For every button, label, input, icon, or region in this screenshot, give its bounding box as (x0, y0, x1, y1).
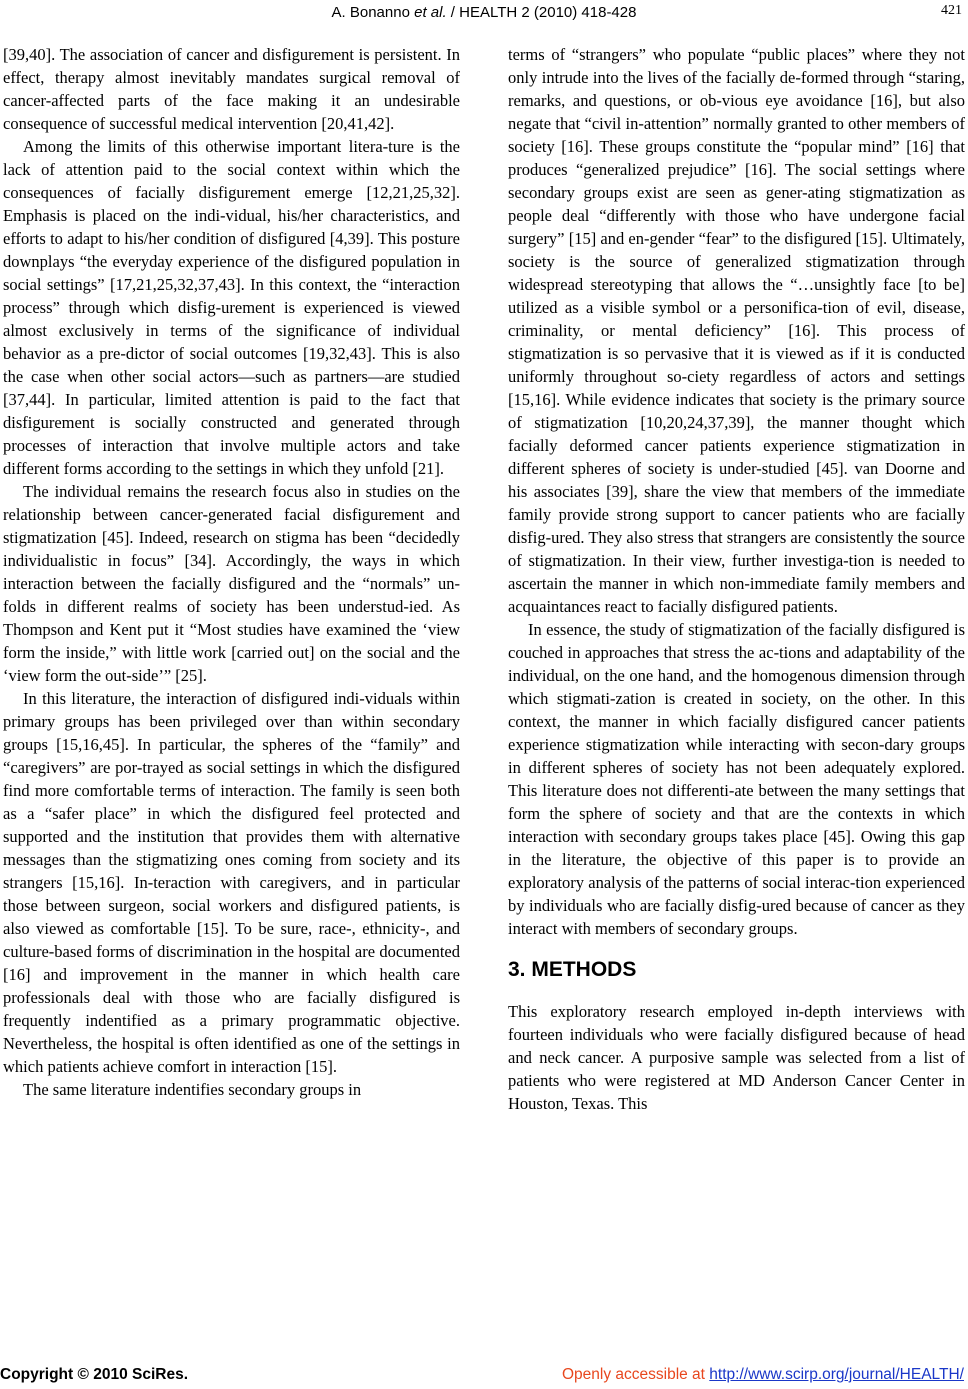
paragraph: The individual remains the research focus also in studies on the relationship between cancer-generated facial disfigurement and stigmatization [45]. Indeed, research on stigma has been “decidedly individualistic in focus” [34]. Accordingly, the ways in which interaction between the facially disfigured and the “normals” un-folds in different realms of society has been understud-ied. As Thompson and Kent put it “Most studies have examined the ‘view form the inside,” with little work [carried out] on the social and the ‘view form the out-side’” [25]. (3, 482, 460, 685)
running-head (0, 4, 968, 21)
paragraph: Among the limits of this otherwise important litera-ture is the lack of attention paid to the social context within which the consequences of facially disfigurement emerge [12,21,25,32]. Emphasis is placed on the indi-vidual, his/her characteristics, and efforts to adapt to his/her condition of disfigured [4,39]. This posture downplays “the everyday experience of the disfigured population in social settings” [17,21,25,32,37,43]. In this context, the “interaction process” through which disfig-urement is experienced is viewed almost exclusively in terms of the significance of individual behavior as a pre-dictor of social outcomes [19,32,43]. This is also the case when other social actors—such as partners—are studied [37,44]. In particular, limited attention is paid to the fact that disfigurement is socially constructed and generated through processes of interaction that involve multiple actors and take different forms according to the settings in which they unfold [21]. (3, 137, 460, 478)
right-column (508, 43, 965, 1115)
section-heading: 3. METHODS (508, 958, 637, 981)
running-head-authors: A. Bonanno (331, 4, 415, 21)
running-head-journal: / HEALTH 2 (2010) 418-428 (446, 4, 637, 21)
page-number: 421 (941, 3, 962, 18)
access-notice (562, 1366, 964, 1384)
methods-paragraph: This exploratory research employed in-depth interviews with fourteen individuals who were facially disfigured because of head and neck cancer. A purposive sample was selected from a list of patients who were registered at MD Anderson Cancer Center in Houston, Texas. This (508, 1002, 965, 1113)
paragraph: In this literature, the interaction of disfigured indi-viduals within primary groups has been privileged over than within secondary groups [15,16,45]. In particular, the spheres of the “family” and “caregivers” are por-trayed as social settings in which the disfigured find more comfortable terms of interaction. The family is seen both as a “safer place” in which the disfigured feel protected and supported and the institution that provides them with alternative messages than the stigmatizing ones coming from society and its strangers [15,16]. In-teraction with caregivers, and in particular those between surgeon, social workers and disfigured patients, is also viewed as comfortable [15]. To be sure, race-, ethnicity-, and culture-based forms of discrimination in the hospital are documented [16] and improvement in the manner in which health care professionals deal with those who are facially disfigured is frequently indentified as a primary programmatic objective. Nevertheless, the hospital is often identified as one of the settings in which patients achieve comfort in interaction [15]. (3, 689, 460, 1076)
left-column (3, 43, 460, 1101)
paragraph: In essence, the study of stigmatization of the facially disfigured is couched in approaches that stress the ac-tions and adaptability of the individual, on the one hand, and the homogenous dimension through which stigmati-zation is created in society, on the other. In this context, the manner in which facially disfigured cancer patients experience stigmatization while interacting with secon-dary groups in different spheres of society has not been adequately explored. This literature does not differenti-ate between the many settings that form the sphere of society and that are the contexts in which interaction with secondary groups takes place [45]. Owing this gap in the literature, the objective of this paper is to provide an exploratory analysis of the patterns of social interac-tion experienced by individuals who are facially disfig-ured because of cancer as they interact with members of secondary groups. (508, 620, 965, 938)
paragraph: The same literature indentifies secondary groups in (23, 1080, 362, 1099)
running-head-et-al: et al. (414, 4, 447, 21)
access-label: Openly accessible at (561, 1366, 710, 1383)
page-footer (0, 1366, 968, 1386)
paragraph: [39,40]. The association of cancer and disfigurement is persistent. In effect, therapy almost inevitably mandates surgical removal of cancer-affected parts of the face making it an undesirable consequence of successful medical intervention [20,41,42]. (3, 45, 460, 133)
paragraph: terms of “strangers” who populate “public places” where they not only intrude into the lives of the facially de-formed through “staring, remarks, and questions, or ob-vious eye avoidance [16], but also negate that “civil in-attention” normally granted to other members of society [16]. These groups constitute the “popular mind” [16] that produces “generalized prejudice” [16]. The social settings where secondary groups exist are seen as gener-ating stigmatization as people deal “differently with those who have undergone facial surgery” [15] and en-gender “fear” to the disfigured [15]. Ultimately, society is the source of generalized stigmatization through widespread stereotyping that allows the “…unsightly face [to be] utilized as a visible symbol or a personifica-tion of evil, disease, criminality, or mental deficiency” [16]. This process of stigmatization is so pervasive that it is viewed as if it is conducted uniformly throughout so-ciety regardless of actors and settings [15,16]. While evidence indicates that society is the primary source of stigmatization [10,20,24,37,39], the manner thought which facially deformed cancer patients experience stigmatization in different spheres of society is under-studied [45]. van Doorne and his associates [39], share the view that members of the immediate family provide strong support to cancer patients who are facially disfig-ured. They also stress that strangers are consistently the source of stigmatization. In their view, further investiga-tion is needed to ascertain the manner in which non-immediate family members and acquaintances react to facially disfigured patients. (508, 45, 965, 616)
journal-link[interactable]: http://www.scirp.org/journal/HEALTH/ (709, 1366, 964, 1383)
copyright-notice: Copyright © 2010 SciRes. (0, 1366, 189, 1383)
